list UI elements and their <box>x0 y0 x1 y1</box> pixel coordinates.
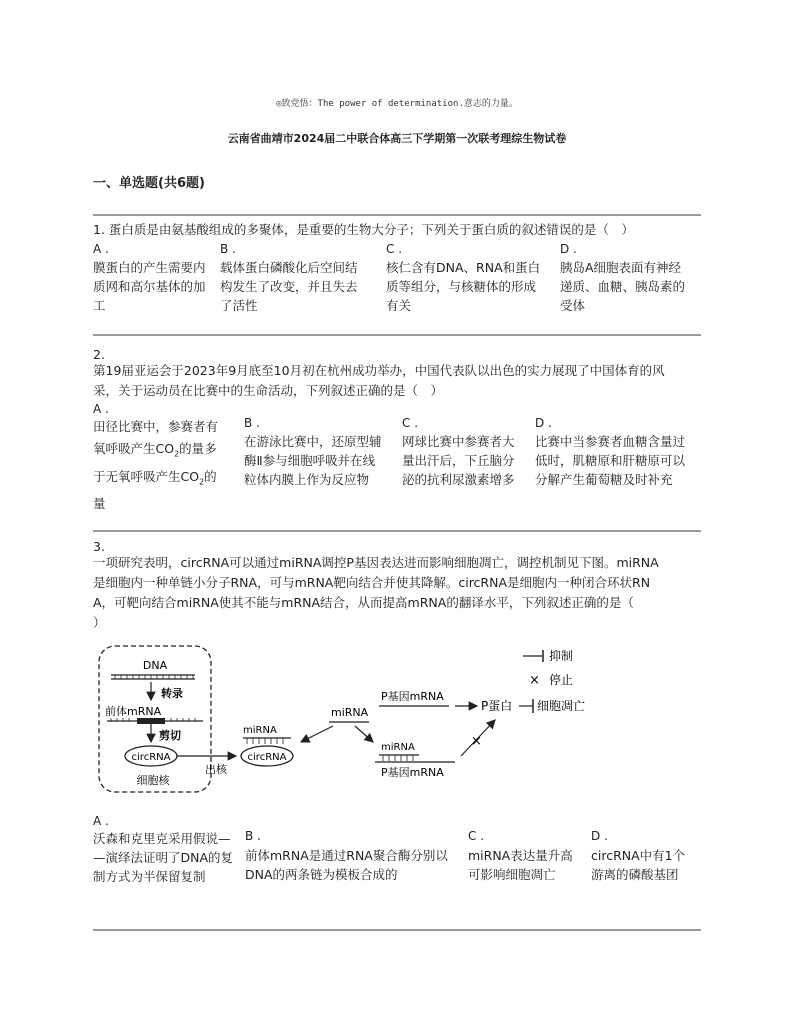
q3-option-a[interactable]: 沃森和克里克采用假说— —演绎法证明了DNA的复 制方式为半保留复制 <box>93 831 234 884</box>
q2-option-c-label[interactable]: C . <box>402 416 419 430</box>
q3-number: 3. <box>93 539 105 554</box>
divider <box>93 929 701 931</box>
q3-option-c-label[interactable]: C . <box>468 829 485 843</box>
q2-option-b[interactable]: 在游泳比赛中，还原型辅 酶Ⅱ参与细胞呼吸并在线 粒体内膜上作为反应物 <box>244 434 382 487</box>
q2-number: 2. <box>93 347 105 362</box>
divider <box>93 334 701 336</box>
exam-title: 云南省曲靖市2024届二中联合体高三下学期第一次联考理综生物试卷 <box>227 132 567 145</box>
q1-option-b[interactable]: 载体蛋白磷酸化后空间结 构发生了改变，并且失去 了活性 <box>220 260 358 313</box>
q1-option-d[interactable]: 胰岛A细胞表面有神经 递质、血糖、胰岛素的 受体 <box>560 260 686 313</box>
q3-stem: 一项研究表明，circRNA可以通过miRNA调控P基因表达进而影响细胞凋亡，调控机制见下图。miRNA 是细胞内一种单链小分子RNA，可与mRNA靶向结合并使其降解。circRNA是细胞内一种闭合环状RN A，可靶向结合miRNA使其不能与mRNA结合，从而提高mRNA的翻译水平，下列叙述正确的是（ ） <box>93 555 659 630</box>
q1-option-c[interactable]: 核仁含有DNA、RNA和蛋白 质等组分，与核糖体的形成 有关 <box>386 260 541 313</box>
pre-mrna-exon <box>137 718 165 724</box>
q3-option-a-label[interactable]: A . <box>93 814 109 828</box>
q2-option-c[interactable]: 网球比赛中参赛者大 量出汗后，下丘脑分 泌的抗利尿激素增多 <box>402 434 515 487</box>
q2-stem: 第19届亚运会于2023年9月底至10月初在杭州成功举办，中国代表队以出色的实力展现了中国体育的风 采，关于运动员在比赛中的生命活动，下列叙述正确的是（ ） <box>93 363 665 398</box>
p-mrna-bottom-label: P基因mRNA <box>381 766 444 779</box>
q3-option-c[interactable]: miRNA表达量升高 可影响细胞凋亡 <box>468 848 573 882</box>
mirna-bound-label: miRNA <box>243 725 277 736</box>
q3-option-b[interactable]: 前体mRNA是通过RNA聚合酶分别以 DNA的两条链为模板合成的 <box>245 848 448 882</box>
section-heading: 一、单选题(共6题) <box>93 176 205 191</box>
legend-stop: 停止 <box>549 673 574 687</box>
q2-option-a-label[interactable]: A . <box>93 402 109 416</box>
legend-stop-mark: × <box>529 673 540 688</box>
legend-inhibit: 抑制 <box>549 649 574 663</box>
transcription-label: 转录 <box>161 687 183 700</box>
motto: ◎致党悟：The power of determination.意志的力量。 <box>276 99 518 109</box>
mirna-free-label: miRNA <box>331 706 369 719</box>
nucleus-label: 细胞核 <box>136 774 170 787</box>
q2-option-a[interactable]: 田径比赛中，参赛者有 氧呼吸产生$CO_2$的量多 于无氧呼吸产生$CO_2$的 量 <box>93 419 219 511</box>
q1-option-d-label[interactable]: D . <box>560 242 577 256</box>
q1-stem: 1. 蛋白质是由氨基酸组成的多聚体，是重要的生物大分子；下列关于蛋白质的叙述错误的是（ ） <box>93 222 634 237</box>
circrna-mechanism-diagram <box>93 636 653 796</box>
p-mrna-top-label: P基因mRNA <box>381 690 444 703</box>
q1-option-b-label[interactable]: B . <box>220 242 236 256</box>
pre-mrna-label: 前体mRNA <box>105 705 162 718</box>
q3-option-d-label[interactable]: D . <box>591 829 608 843</box>
mirna-bottom-label: miRNA <box>381 742 415 753</box>
apoptosis-label: 细胞凋亡 <box>537 699 586 713</box>
splicing-label: 剪切 <box>159 729 181 742</box>
q1-option-c-label[interactable]: C . <box>386 242 403 256</box>
p-protein-label: P蛋白 <box>481 699 513 713</box>
q3-option-d[interactable]: circRNA中有1个 游离的磷酸基团 <box>591 848 686 882</box>
q3-option-b-label[interactable]: B . <box>245 829 261 843</box>
q2-option-d[interactable]: 比赛中当参赛者血糖含量过 低时，肌糖原和肝糖原可以 分解产生葡萄糖及时补充 <box>535 434 686 487</box>
q2-option-b-label[interactable]: B . <box>244 416 260 430</box>
q1-option-a-label[interactable]: A . <box>93 242 109 256</box>
q2-option-d-label[interactable]: D . <box>535 416 552 430</box>
svg-text:circRNA: circRNA <box>131 752 171 763</box>
dna-label: DNA <box>142 659 168 672</box>
svg-text:circRNA: circRNA <box>247 752 287 763</box>
divider <box>93 214 701 216</box>
export-label: 出核 <box>205 763 227 776</box>
divider <box>93 530 701 532</box>
stop-mark: × <box>471 734 482 749</box>
q1-option-a[interactable]: 膜蛋白的产生需要内 质网和高尔基体的加 工 <box>93 260 206 313</box>
